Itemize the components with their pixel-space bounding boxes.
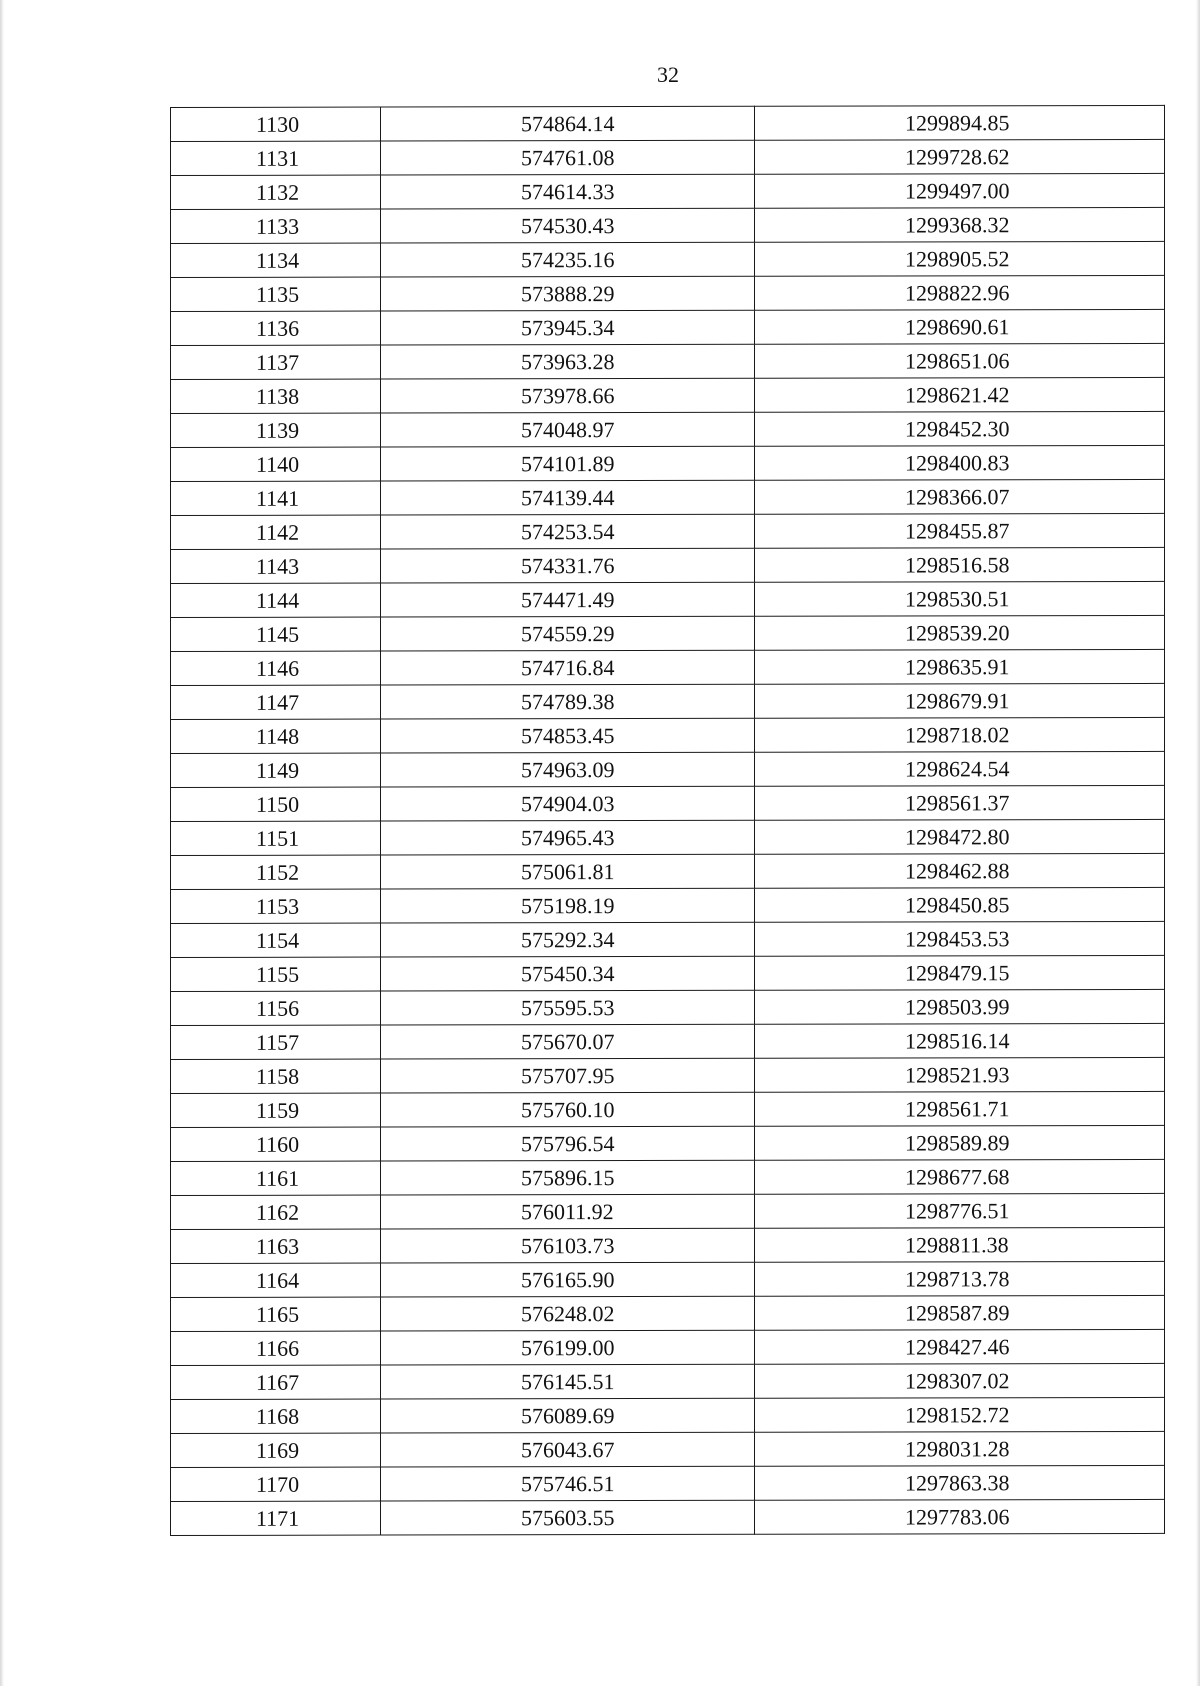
y-coordinate-cell: 1298621.42 [755, 377, 1165, 412]
y-coordinate-cell: 1297783.06 [755, 1499, 1165, 1534]
x-coordinate-cell: 574253.54 [381, 514, 755, 549]
x-coordinate-cell: 575896.15 [381, 1160, 755, 1195]
x-coordinate-cell: 574614.33 [381, 174, 755, 209]
x-coordinate-cell: 574965.43 [381, 820, 755, 855]
point-number-cell: 1154 [171, 923, 381, 957]
point-number-cell: 1163 [171, 1229, 381, 1263]
table-row [171, 683, 1165, 719]
table-row [171, 547, 1165, 583]
table-row [171, 479, 1165, 515]
y-coordinate-cell: 1298453.53 [755, 921, 1165, 956]
x-coordinate-cell: 575450.34 [381, 956, 755, 991]
y-coordinate-cell: 1299894.85 [755, 105, 1165, 140]
x-coordinate-cell: 576248.02 [381, 1296, 755, 1331]
table-row [171, 241, 1165, 277]
x-coordinate-cell: 574139.44 [381, 480, 755, 515]
x-coordinate-cell: 576145.51 [381, 1364, 755, 1399]
table-row [171, 1431, 1165, 1467]
x-coordinate-cell: 576011.92 [381, 1194, 755, 1229]
point-number-cell: 1151 [171, 821, 381, 855]
point-number-cell: 1130 [171, 107, 381, 141]
table-row [171, 751, 1165, 787]
y-coordinate-cell: 1299497.00 [755, 173, 1165, 208]
point-number-cell: 1157 [171, 1025, 381, 1059]
x-coordinate-cell: 575707.95 [381, 1058, 755, 1093]
y-coordinate-cell: 1298503.99 [755, 989, 1165, 1024]
table-row [171, 1125, 1165, 1161]
point-number-cell: 1145 [171, 617, 381, 651]
x-coordinate-cell: 574761.08 [381, 140, 755, 175]
point-number-cell: 1164 [171, 1263, 381, 1297]
point-number-cell: 1150 [171, 787, 381, 821]
table-row [171, 377, 1165, 413]
y-coordinate-cell: 1299368.32 [755, 207, 1165, 242]
table-row [171, 1023, 1165, 1059]
table-row [171, 955, 1165, 991]
table-row [171, 445, 1165, 481]
point-number-cell: 1155 [171, 957, 381, 991]
point-number-cell: 1146 [171, 651, 381, 685]
x-coordinate-cell: 575198.19 [381, 888, 755, 923]
y-coordinate-cell: 1298530.51 [755, 581, 1165, 616]
table-row [171, 173, 1165, 209]
table-row [171, 921, 1165, 957]
table-row [171, 1397, 1165, 1433]
y-coordinate-cell: 1298624.54 [755, 751, 1165, 786]
point-number-cell: 1147 [171, 685, 381, 719]
x-coordinate-cell: 573963.28 [381, 344, 755, 379]
y-coordinate-cell: 1298713.78 [755, 1261, 1165, 1296]
table-row [171, 785, 1165, 821]
table-row [171, 1091, 1165, 1127]
point-number-cell: 1148 [171, 719, 381, 753]
y-coordinate-cell: 1298450.85 [755, 887, 1165, 922]
x-coordinate-cell: 576043.67 [381, 1432, 755, 1467]
y-coordinate-cell: 1298462.88 [755, 853, 1165, 888]
x-coordinate-cell: 574471.49 [381, 582, 755, 617]
point-number-cell: 1153 [171, 889, 381, 923]
x-coordinate-cell: 575292.34 [381, 922, 755, 957]
table-row [171, 1295, 1165, 1331]
x-coordinate-cell: 576165.90 [381, 1262, 755, 1297]
point-number-cell: 1132 [171, 175, 381, 209]
x-coordinate-cell: 574716.84 [381, 650, 755, 685]
y-coordinate-cell: 1298152.72 [755, 1397, 1165, 1432]
point-number-cell: 1144 [171, 583, 381, 617]
table-row [171, 1057, 1165, 1093]
point-number-cell: 1166 [171, 1331, 381, 1365]
x-coordinate-cell: 575796.54 [381, 1126, 755, 1161]
y-coordinate-cell: 1298366.07 [755, 479, 1165, 514]
point-number-cell: 1161 [171, 1161, 381, 1195]
table-row [171, 139, 1165, 175]
point-number-cell: 1140 [171, 447, 381, 481]
x-coordinate-cell: 576199.00 [381, 1330, 755, 1365]
page-number: 32 [657, 62, 679, 87]
y-coordinate-cell: 1298587.89 [755, 1295, 1165, 1330]
point-number-cell: 1165 [171, 1297, 381, 1331]
x-coordinate-cell: 576103.73 [381, 1228, 755, 1263]
point-number-cell: 1162 [171, 1195, 381, 1229]
scan-edge-right [1196, 0, 1200, 1686]
point-number-cell: 1168 [171, 1399, 381, 1433]
table-row [171, 275, 1165, 311]
y-coordinate-cell: 1298539.20 [755, 615, 1165, 650]
y-coordinate-cell: 1298822.96 [755, 275, 1165, 310]
x-coordinate-cell: 574530.43 [381, 208, 755, 243]
table-row [171, 853, 1165, 889]
y-coordinate-cell: 1298589.89 [755, 1125, 1165, 1160]
table-row [171, 819, 1165, 855]
y-coordinate-cell: 1298455.87 [755, 513, 1165, 548]
x-coordinate-cell: 574904.03 [381, 786, 755, 821]
table-row [171, 887, 1165, 923]
table-row [171, 1329, 1165, 1365]
table-row [171, 1159, 1165, 1195]
y-coordinate-cell: 1298651.06 [755, 343, 1165, 378]
y-coordinate-cell: 1298452.30 [755, 411, 1165, 446]
x-coordinate-cell: 574864.14 [381, 106, 755, 141]
y-coordinate-cell: 1298400.83 [755, 445, 1165, 480]
y-coordinate-cell: 1299728.62 [755, 139, 1165, 174]
point-number-cell: 1152 [171, 855, 381, 889]
table-row [171, 1193, 1165, 1229]
x-coordinate-cell: 574559.29 [381, 616, 755, 651]
point-number-cell: 1134 [171, 243, 381, 277]
y-coordinate-cell: 1298690.61 [755, 309, 1165, 344]
y-coordinate-cell: 1298031.28 [755, 1431, 1165, 1466]
x-coordinate-cell: 574235.16 [381, 242, 755, 277]
table-row [171, 513, 1165, 549]
y-coordinate-cell: 1298811.38 [755, 1227, 1165, 1262]
x-coordinate-cell: 574331.76 [381, 548, 755, 583]
table-row [171, 411, 1165, 447]
table-row [171, 105, 1165, 141]
table-row [171, 1363, 1165, 1399]
scan-edge-left [0, 0, 4, 1686]
table-row [171, 309, 1165, 345]
point-number-cell: 1169 [171, 1433, 381, 1467]
point-number-cell: 1159 [171, 1093, 381, 1127]
table-row [171, 717, 1165, 753]
y-coordinate-cell: 1298635.91 [755, 649, 1165, 684]
x-coordinate-cell: 576089.69 [381, 1398, 755, 1433]
y-coordinate-cell: 1298718.02 [755, 717, 1165, 752]
x-coordinate-cell: 573888.29 [381, 276, 755, 311]
y-coordinate-cell: 1298516.14 [755, 1023, 1165, 1058]
y-coordinate-cell: 1298516.58 [755, 547, 1165, 582]
point-number-cell: 1170 [171, 1467, 381, 1501]
point-number-cell: 1160 [171, 1127, 381, 1161]
x-coordinate-cell: 574853.45 [381, 718, 755, 753]
table-row [171, 1227, 1165, 1263]
point-number-cell: 1156 [171, 991, 381, 1025]
y-coordinate-cell: 1298479.15 [755, 955, 1165, 990]
x-coordinate-cell: 574963.09 [381, 752, 755, 787]
point-number-cell: 1136 [171, 311, 381, 345]
table-row [171, 615, 1165, 651]
y-coordinate-cell: 1298776.51 [755, 1193, 1165, 1228]
y-coordinate-cell: 1298677.68 [755, 1159, 1165, 1194]
table-row [171, 989, 1165, 1025]
y-coordinate-cell: 1298905.52 [755, 241, 1165, 276]
x-coordinate-cell: 575061.81 [381, 854, 755, 889]
point-number-cell: 1141 [171, 481, 381, 515]
y-coordinate-cell: 1298521.93 [755, 1057, 1165, 1092]
x-coordinate-cell: 574101.89 [381, 446, 755, 481]
coordinate-table-body [171, 105, 1165, 1535]
point-number-cell: 1138 [171, 379, 381, 413]
point-number-cell: 1149 [171, 753, 381, 787]
y-coordinate-cell: 1298561.71 [755, 1091, 1165, 1126]
point-number-cell: 1171 [171, 1501, 381, 1535]
point-number-cell: 1158 [171, 1059, 381, 1093]
x-coordinate-cell: 574789.38 [381, 684, 755, 719]
point-number-cell: 1137 [171, 345, 381, 379]
table-row [171, 1261, 1165, 1297]
table-row [171, 1465, 1165, 1501]
y-coordinate-cell: 1298307.02 [755, 1363, 1165, 1398]
y-coordinate-cell: 1298427.46 [755, 1329, 1165, 1364]
y-coordinate-cell: 1298679.91 [755, 683, 1165, 718]
point-number-cell: 1131 [171, 141, 381, 175]
y-coordinate-cell: 1298561.37 [755, 785, 1165, 820]
x-coordinate-cell: 575603.55 [381, 1500, 755, 1535]
y-coordinate-cell: 1297863.38 [755, 1465, 1165, 1500]
x-coordinate-cell: 575760.10 [381, 1092, 755, 1127]
coordinate-table [170, 105, 1165, 1536]
point-number-cell: 1143 [171, 549, 381, 583]
point-number-cell: 1142 [171, 515, 381, 549]
x-coordinate-cell: 575670.07 [381, 1024, 755, 1059]
point-number-cell: 1135 [171, 277, 381, 311]
table-row [171, 581, 1165, 617]
x-coordinate-cell: 573945.34 [381, 310, 755, 345]
table-row [171, 649, 1165, 685]
point-number-cell: 1167 [171, 1365, 381, 1399]
point-number-cell: 1139 [171, 413, 381, 447]
x-coordinate-cell: 575595.53 [381, 990, 755, 1025]
x-coordinate-cell: 575746.51 [381, 1466, 755, 1501]
point-number-cell: 1133 [171, 209, 381, 243]
x-coordinate-cell: 573978.66 [381, 378, 755, 413]
table-row [171, 207, 1165, 243]
table-row [171, 343, 1165, 379]
x-coordinate-cell: 574048.97 [381, 412, 755, 447]
table-row [171, 1499, 1165, 1535]
y-coordinate-cell: 1298472.80 [755, 819, 1165, 854]
